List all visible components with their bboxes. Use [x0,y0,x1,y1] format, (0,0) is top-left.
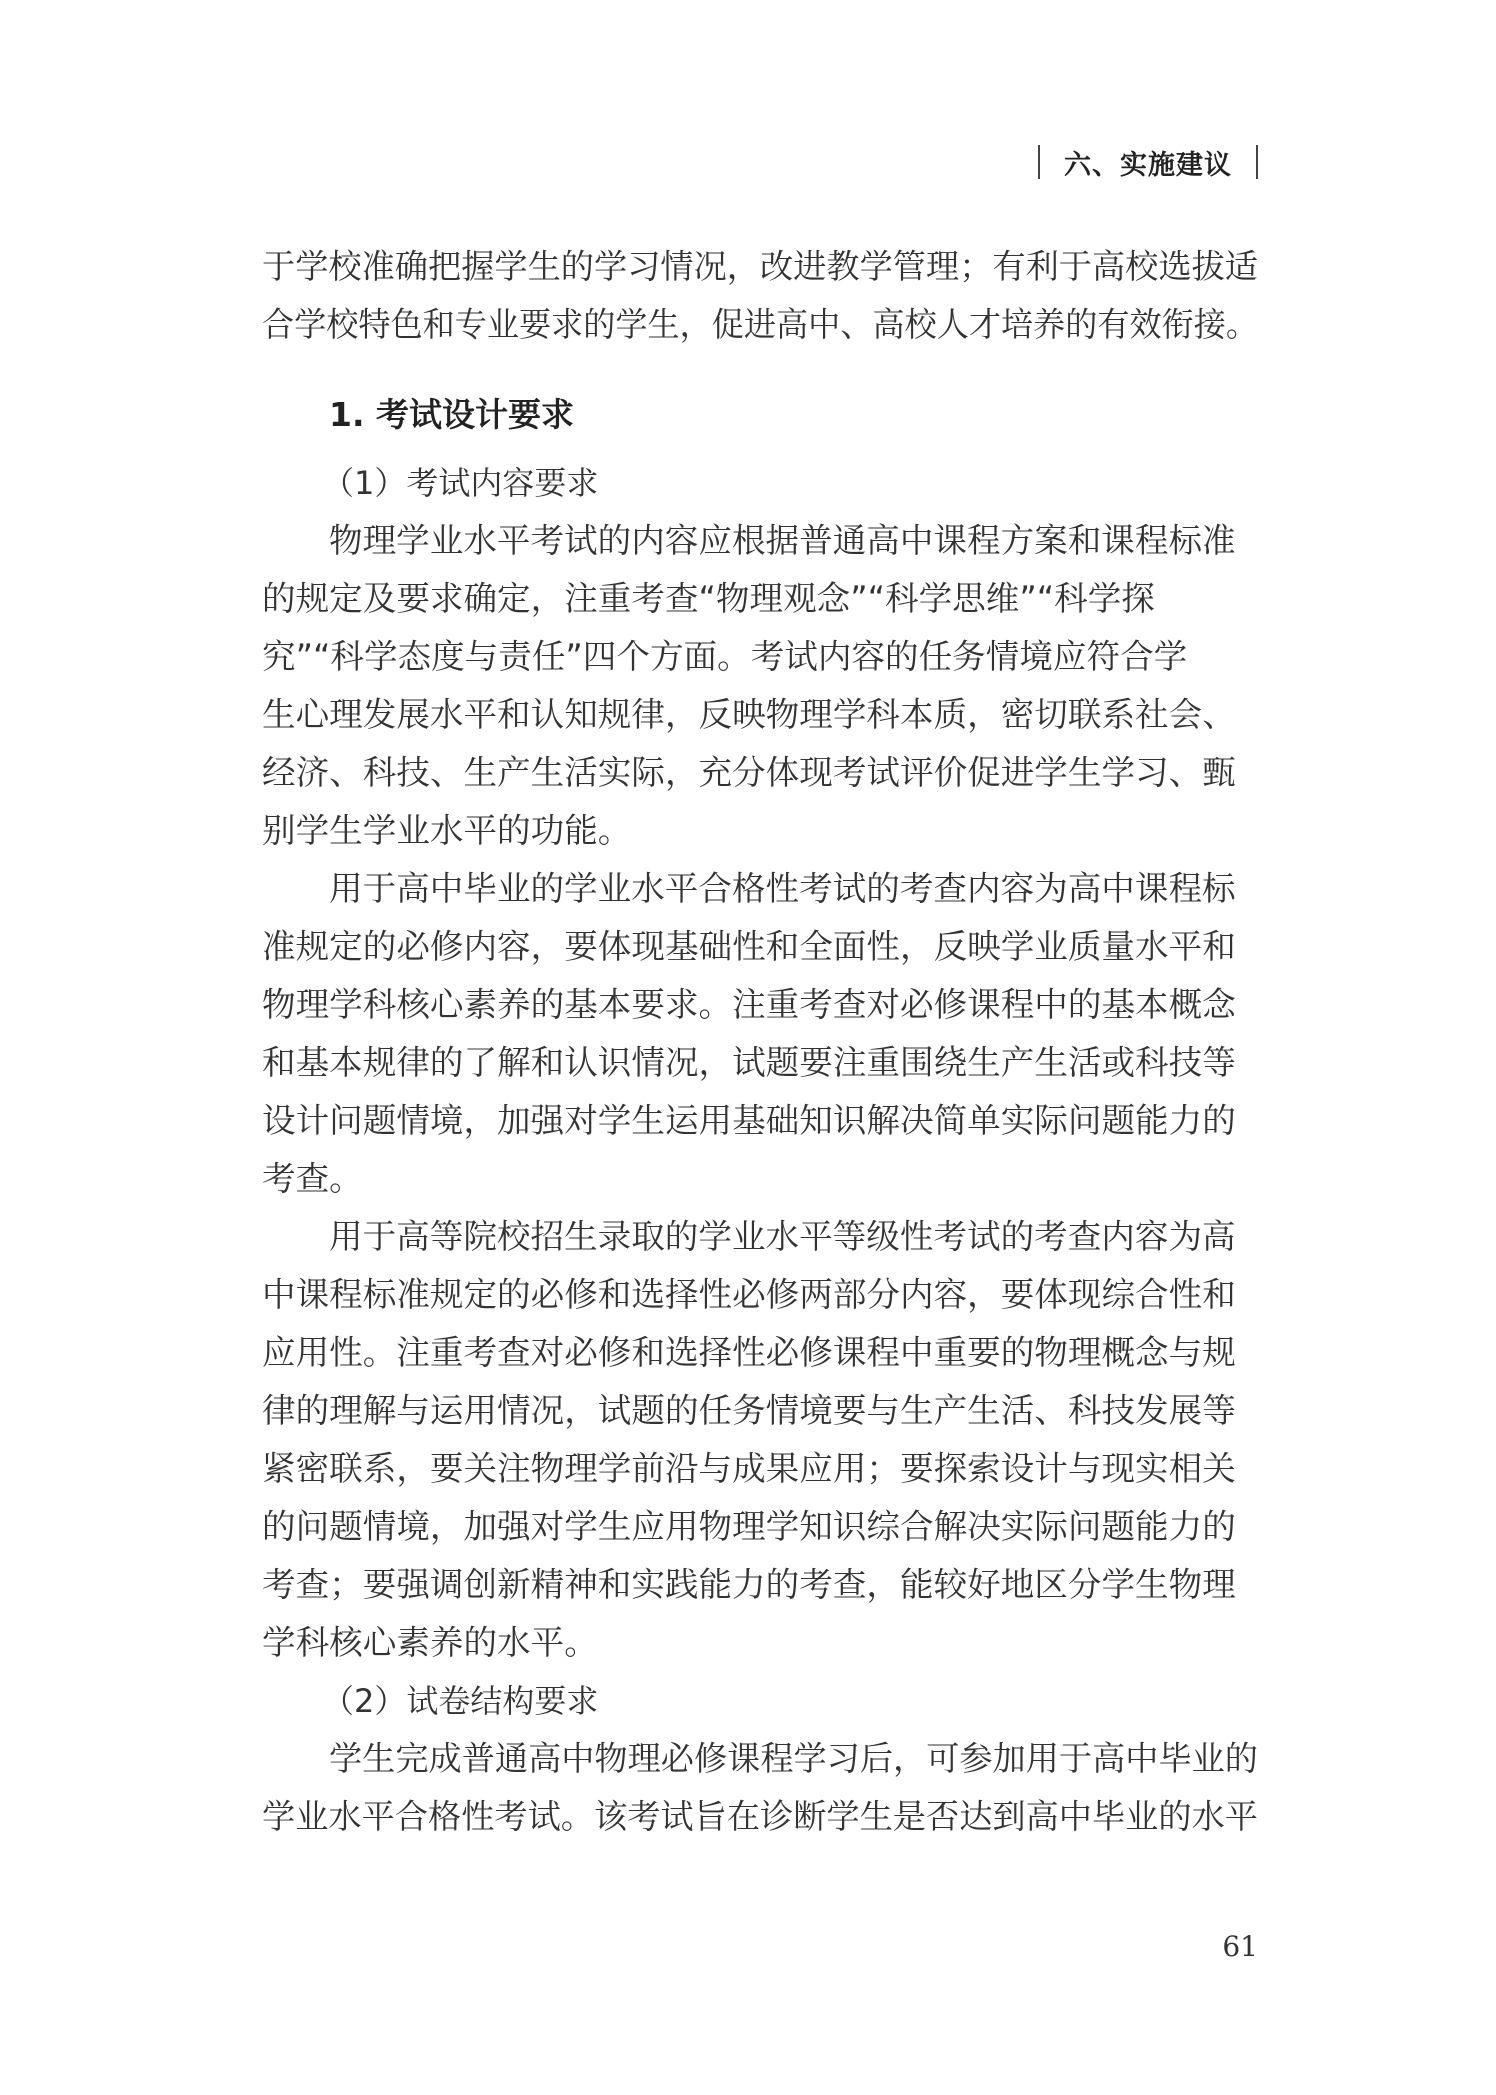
text-line: 的规定及要求确定，注重考查“物理观念”“科学思维”“科学探 [262,579,1155,618]
subheading-paper-structure: （2）试卷结构要求 [322,1682,599,1720]
header-title: 六、实施建议 [1064,149,1232,181]
text-line: 用于高等院校招生录取的学业水平等级性考试的考查内容为高 [329,1217,1236,1256]
running-header [1038,136,1258,188]
text-line: 考查；要强调创新精神和实践能力的考查，能较好地区分学生物理 [262,1565,1236,1604]
text-line: 和基本规律的了解和认识情况，试题要注重围绕生产生活或科技等 [262,1043,1236,1082]
subheading-content-requirements: （1）考试内容要求 [322,464,599,502]
text-line: 于学校准确把握学生的学习情况，改进教学管理；有利于高校选拔适 [262,247,1258,286]
section-heading: 1. 考试设计要求 [329,395,574,434]
text-line: 别学生学业水平的功能。 [262,811,632,850]
text-line: 经济、科技、生产生活实际，充分体现考试评价促进学生学习、甄 [262,753,1236,792]
text-line: 紧密联系，要关注物理学前沿与成果应用；要探索设计与现实相关 [262,1449,1236,1488]
text-line: 应用性。注重考查对必修和选择性必修课程中重要的物理概念与规 [262,1333,1236,1372]
text-line: 学科核心素养的水平。 [262,1623,598,1662]
text-line: 物理学业水平考试的内容应根据普通高中课程方案和课程标准 [329,521,1236,560]
header-right-rule [1256,145,1258,179]
text-line: 考查。 [262,1159,363,1198]
text-line: 学业水平合格性考试。该考试旨在诊断学生是否达到高中毕业的水平 [262,1797,1258,1836]
text-line: 学生完成普通高中物理必修课程学习后，可参加用于高中毕业的 [329,1739,1258,1778]
text-line: 准规定的必修内容，要体现基础性和全面性，反映学业质量水平和 [262,927,1236,966]
text-line: 究”“科学态度与责任”四个方面。考试内容的任务情境应符合学 [262,637,1188,676]
text-line: 合学校特色和专业要求的学生，促进高中、高校人才培养的有效衔接。 [262,305,1258,344]
text-line: 生心理发展水平和认知规律，反映物理学科本质，密切联系社会、 [262,695,1236,734]
text-line: 律的理解与运用情况，试题的任务情境要与生产生活、科技发展等 [262,1391,1236,1430]
page-body [262,238,1258,1846]
text-line: 的问题情境，加强对学生应用物理学知识综合解决实际问题能力的 [262,1507,1236,1546]
text-line: 中课程标准规定的必修和选择性必修两部分内容，要体现综合性和 [262,1275,1236,1314]
text-line: 设计问题情境，加强对学生运用基础知识解决简单实际问题能力的 [262,1101,1236,1140]
page-number: 61 [1222,1930,1258,1963]
text-line: 用于高中毕业的学业水平合格性考试的考查内容为高中课程标 [329,869,1236,908]
text-line: 物理学科核心素养的基本要求。注重考查对必修课程中的基本概念 [262,985,1236,1024]
